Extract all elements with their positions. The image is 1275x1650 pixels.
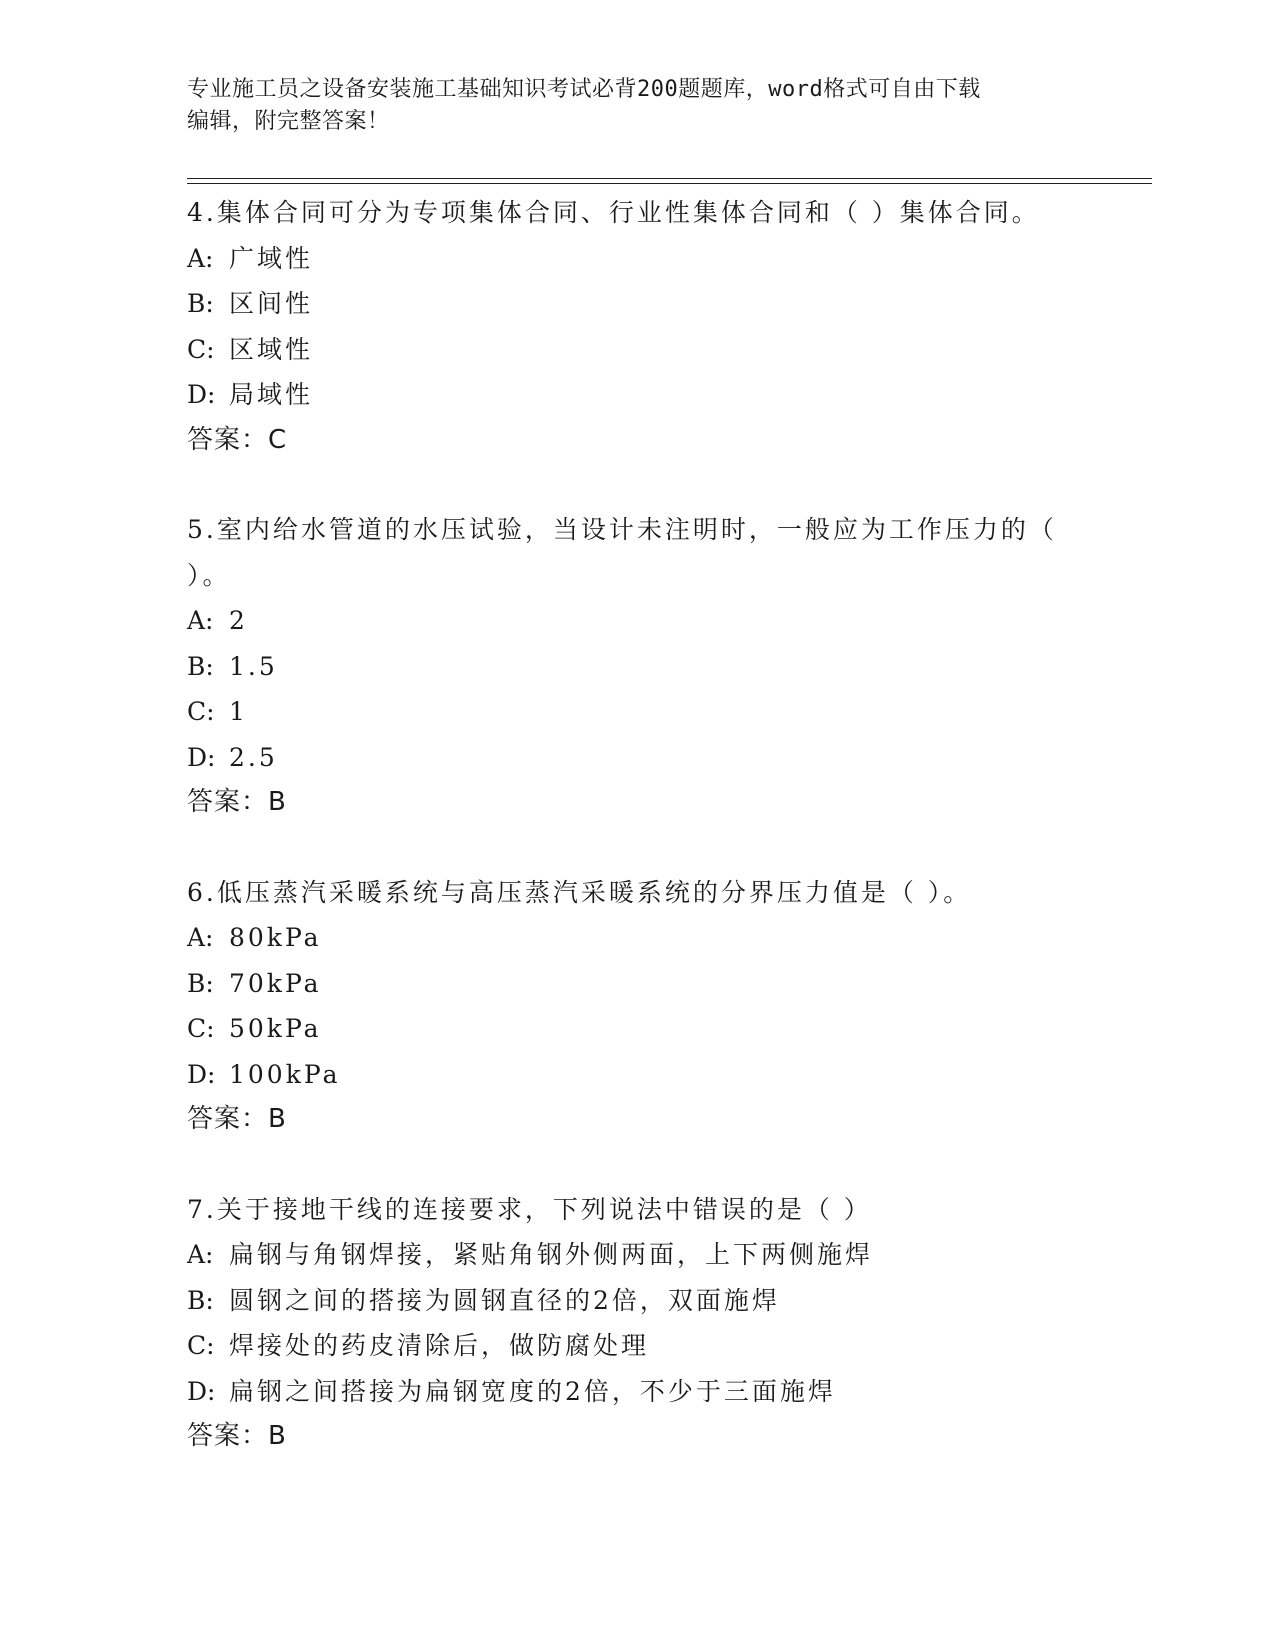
option-key: D: [187,1059,216,1089]
option-key: A: [187,923,214,952]
option-key: D: [187,1376,216,1406]
option-d [187,735,1087,781]
option-key: A: [187,1240,214,1269]
option-d [187,1052,1087,1098]
option-text: 1.5 [229,651,278,681]
option-d [187,1369,1087,1415]
question-stem: 6.低压蒸汽采暖系统与高压蒸汽采暖系统的分界压力值是（ ）。 [187,877,972,907]
option-text: 区域性 [229,334,314,364]
question-stem: 5.室内给水管道的水压试验，当设计未注明时，一般应为工作压力的（ ）。 [187,515,1057,590]
header-divider-bottom [187,183,1152,184]
option-key: C: [187,697,215,726]
question-list [187,190,1087,1460]
question-stem: 7.关于接地干线的连接要求，下列说法中错误的是（ ） [187,1194,872,1224]
option-d [187,372,1087,418]
option-key: B: [187,651,214,681]
option-b [187,281,1087,327]
answer-line: 答案：B [187,1421,287,1451]
option-key: B: [187,968,214,998]
option-key: A: [187,243,214,273]
option-b [187,961,1087,1007]
spacer [187,826,1087,870]
answer-line: 答案：C [187,424,288,455]
option-text: 70kPa [229,968,322,998]
option-text: 50kPa [229,1014,322,1043]
option-text: 扁钢之间搭接为扁钢宽度的2倍，不少于三面施焊 [229,1376,836,1406]
option-text: 2.5 [229,742,278,772]
option-text: 焊接处的药皮清除后，做防腐处理 [229,1331,650,1360]
option-a [187,598,1087,644]
question-item [187,190,1087,463]
option-b [187,1278,1087,1324]
option-a [187,236,1087,282]
spacer [187,1143,1087,1187]
option-text: 局域性 [229,380,314,409]
option-text: 扁钢与角钢焊接，紧贴角钢外侧两面，上下两侧施焊 [229,1240,874,1269]
option-key: B: [187,1285,214,1315]
option-b [187,644,1087,690]
option-key: C: [187,1014,215,1043]
option-text: 圆钢之间的搭接为圆钢直径的2倍，双面施焊 [229,1285,780,1315]
option-text: 区间性 [229,289,314,318]
option-text: 2 [229,606,248,635]
question-stem: 4.集体合同可分为专项集体合同、行业性集体合同和（ ）集体合同。 [187,198,1040,227]
answer-line: 答案：B [187,1104,287,1134]
option-text: 100kPa [229,1059,341,1089]
document-header [187,74,1087,138]
option-key: A: [187,606,214,635]
option-key: C: [187,1331,215,1360]
option-key: C: [187,334,215,364]
answer-line: 答案：B [187,787,287,817]
option-a [187,915,1087,961]
option-key: D: [187,380,216,409]
option-key: B: [187,289,214,318]
option-c [187,689,1087,735]
option-c [187,327,1087,373]
option-text: 1 [229,697,248,726]
option-text: 80kPa [229,923,322,952]
option-c [187,1323,1087,1369]
question-item [187,507,1087,826]
header-divider-top [187,178,1152,179]
option-c [187,1006,1087,1052]
header-title-line-1: 专业施工员之设备安装施工基础知识考试必背200题题库，word格式可自由下载 [187,77,981,102]
option-key: D: [187,742,216,772]
spacer [187,463,1087,507]
header-title-line-2: 编辑，附完整答案！ [187,109,390,134]
question-item [187,870,1087,1143]
question-item [187,1187,1087,1460]
option-a [187,1232,1087,1278]
option-text: 广域性 [229,243,314,273]
